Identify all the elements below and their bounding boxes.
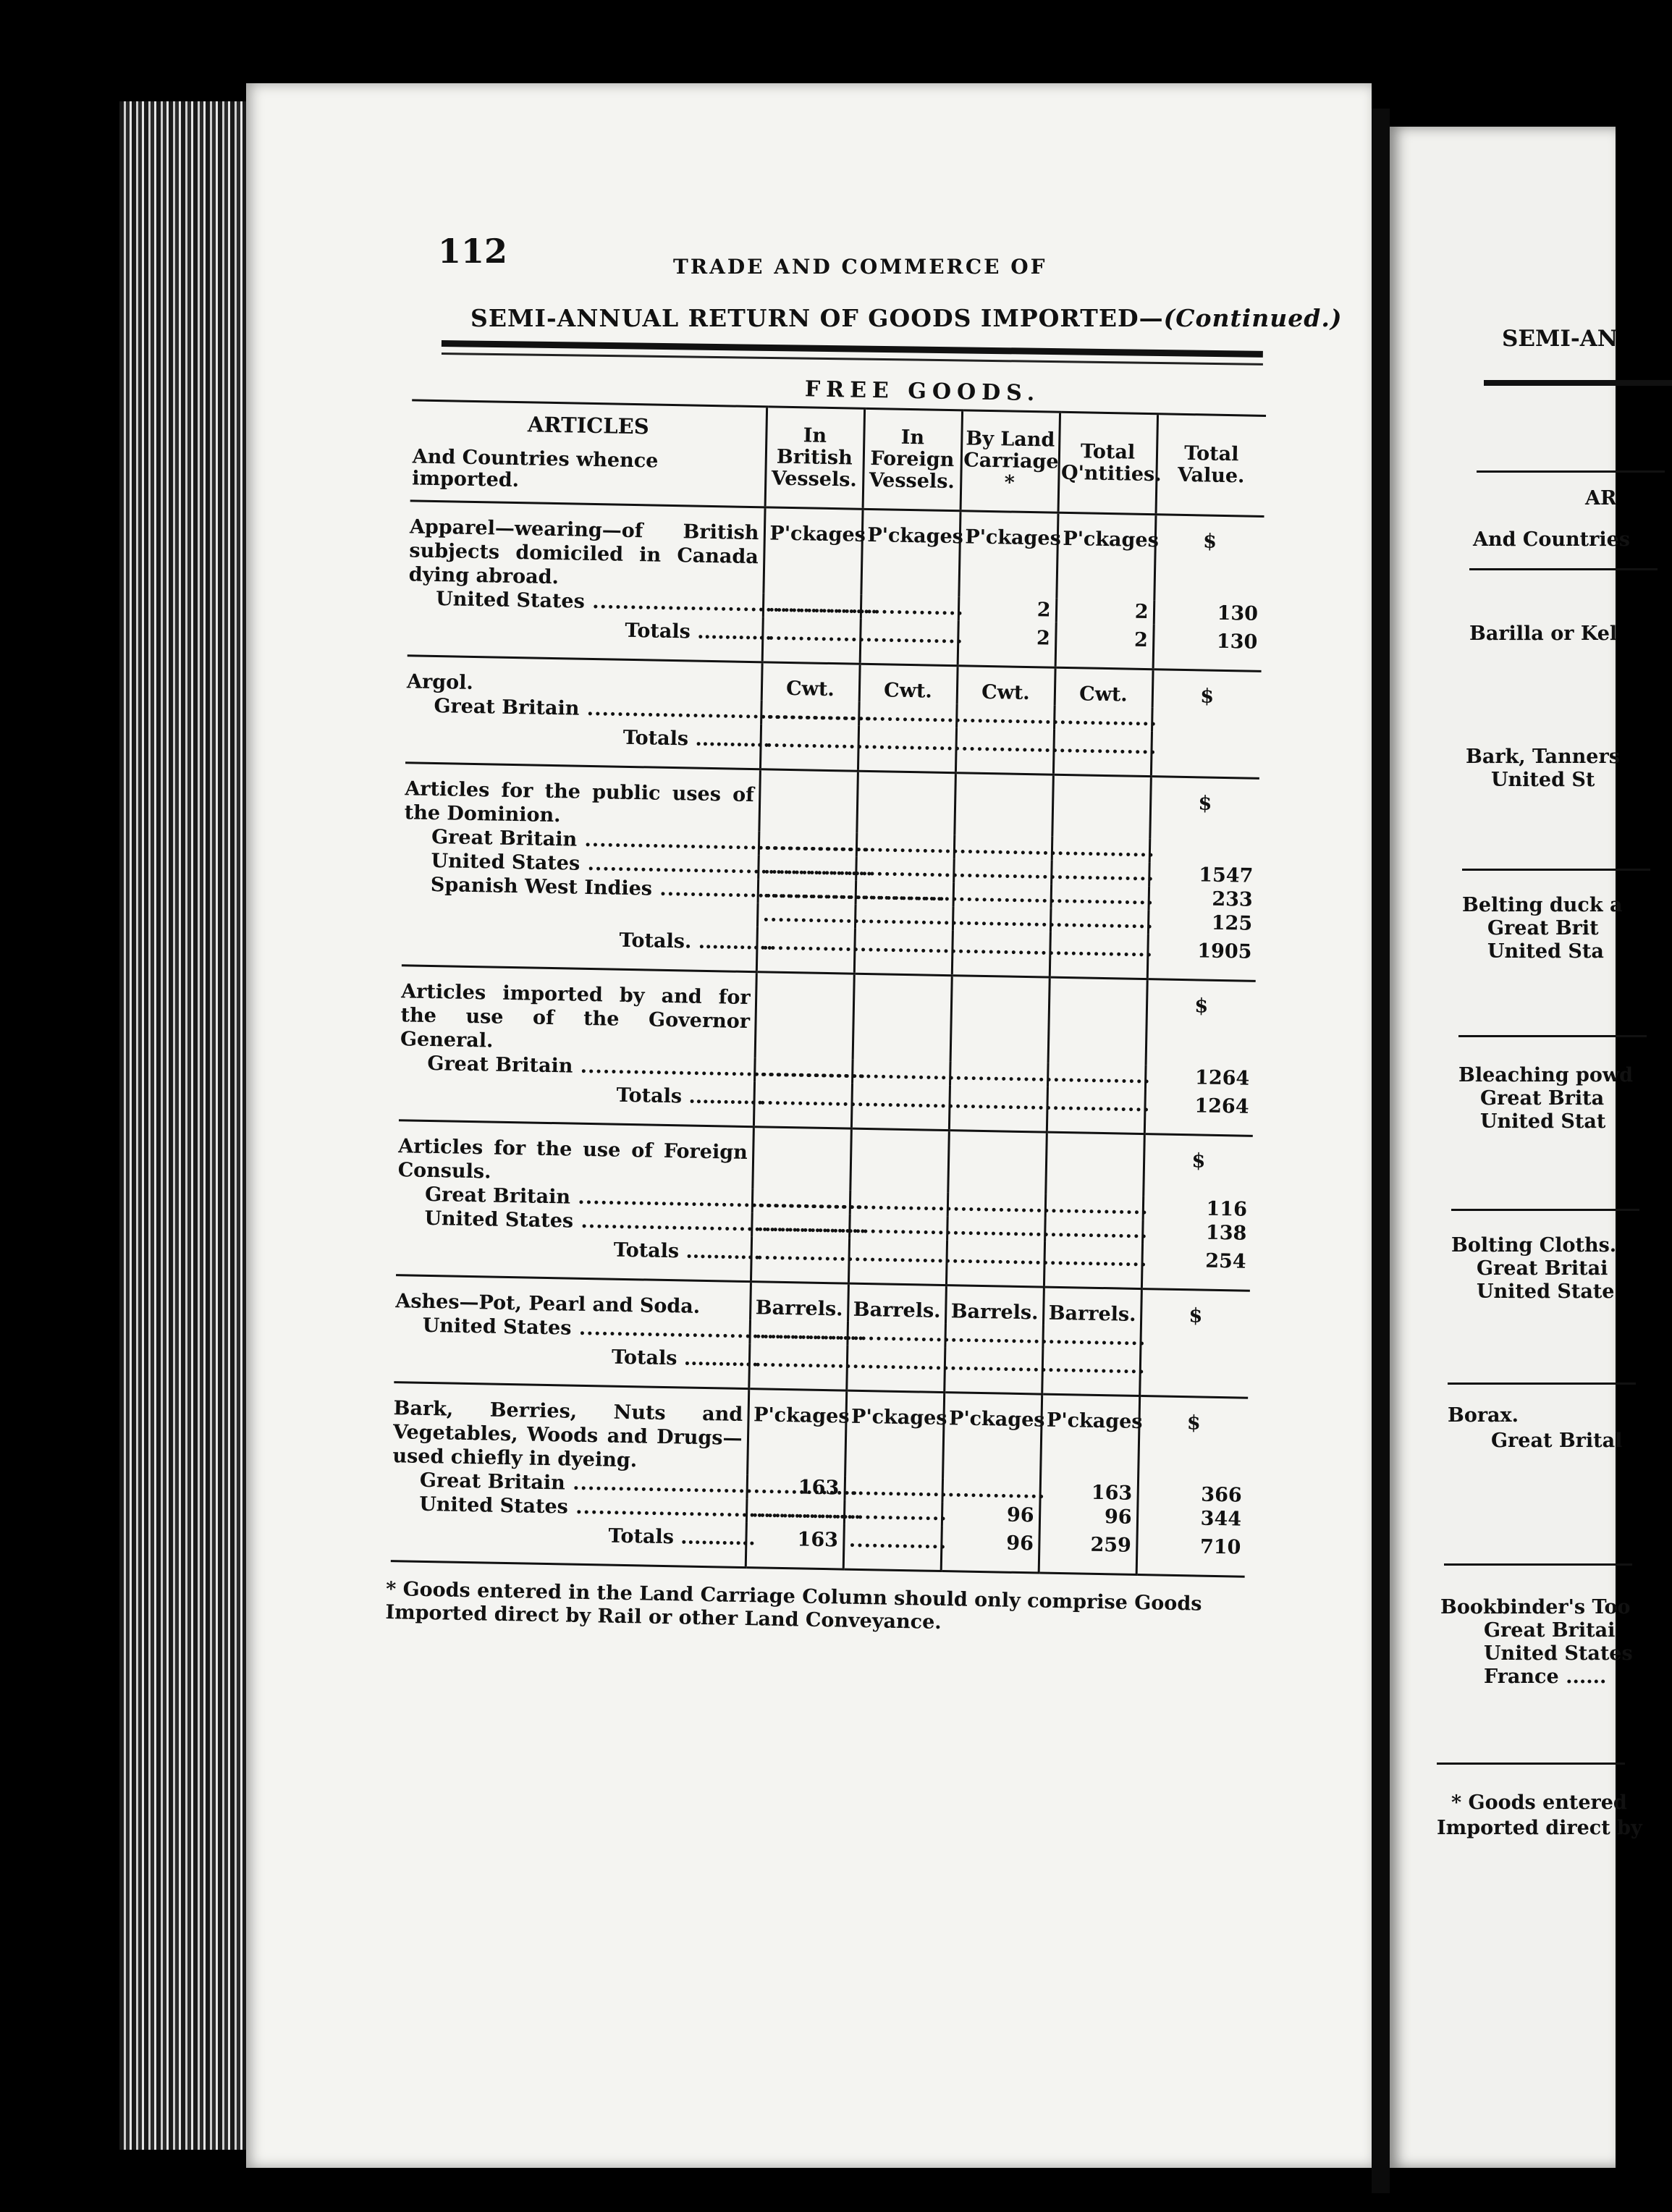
total-value: 1264	[1144, 1089, 1254, 1136]
cell-british	[758, 879, 856, 904]
country-name: Great Britain .....	[397, 1182, 747, 1212]
country-name: United States .....	[408, 586, 758, 617]
unit-label	[755, 972, 854, 1060]
cell-value	[1140, 1327, 1249, 1353]
col-foreign-header: In Foreign Vessels.	[863, 408, 963, 510]
unit-label: Barrels.	[945, 1286, 1044, 1325]
article-title	[395, 1275, 751, 1320]
country-name: United States .....	[392, 1492, 741, 1522]
unit-label: P'ckages	[942, 1393, 1042, 1480]
cell-british	[761, 700, 859, 725]
total-land	[952, 930, 1050, 977]
article-title-text: Articles for the public uses of the Dominion.	[404, 777, 755, 827]
unit-label: Cwt.	[1055, 667, 1153, 707]
total-british	[762, 617, 861, 664]
cell-total-q	[1042, 1325, 1141, 1351]
cell-foreign	[856, 857, 954, 882]
cell-british	[752, 1189, 850, 1214]
cell-british	[751, 1212, 850, 1238]
total-foreign	[843, 1524, 942, 1571]
cell-value: 366	[1137, 1482, 1246, 1508]
unit-label	[954, 773, 1053, 837]
cell-value	[1152, 707, 1261, 733]
unit-label: $	[1146, 979, 1256, 1067]
right-item-7: Bleaching powd	[1458, 1064, 1633, 1086]
right-item-15: Bookbinder's Too	[1440, 1596, 1631, 1618]
country-name: Spanish West Indies .....	[403, 872, 753, 903]
unit-label: $	[1143, 1134, 1253, 1198]
imports-table	[391, 399, 1266, 1577]
totals-cell	[391, 1516, 746, 1567]
unit-label: P'ckages	[763, 507, 862, 595]
total-foreign	[854, 929, 953, 976]
cell-value: 233	[1148, 886, 1257, 912]
cell-foreign	[852, 1060, 950, 1085]
right-rule-4	[1451, 1209, 1639, 1211]
table-body	[391, 501, 1264, 1576]
totals-label: Totals .....	[399, 1079, 748, 1110]
cell-land	[950, 1061, 1048, 1086]
unit-label: $	[1149, 777, 1259, 840]
cell-land	[953, 882, 1052, 908]
cell-total-q	[1044, 1218, 1143, 1244]
free-goods-sheet	[375, 369, 1267, 1640]
cell-value: 344	[1137, 1506, 1246, 1532]
cell-foreign	[847, 1322, 945, 1347]
total-land	[944, 1347, 1042, 1394]
totals-cell	[405, 717, 761, 769]
total-value	[1151, 731, 1260, 778]
total-land: 2	[958, 620, 1056, 667]
unit-label	[752, 1127, 851, 1191]
article-title-text: Argol.	[406, 670, 474, 694]
total-total-q	[1042, 1349, 1140, 1396]
cell-foreign	[856, 833, 955, 858]
cell-foreign	[858, 702, 957, 727]
unit-label: P'ckages	[845, 1390, 944, 1478]
article-group-title-row	[400, 966, 1256, 1067]
cell-foreign	[856, 881, 954, 906]
country-name: Great Britain .....	[404, 824, 753, 855]
total-value: 130	[1153, 624, 1262, 671]
cell-total-q	[1052, 837, 1150, 862]
unit-label: $	[1138, 1396, 1248, 1484]
right-item-14: Great Brital	[1491, 1430, 1623, 1452]
col-land-header: By Land Carriage *	[960, 410, 1060, 512]
totals-label: Totals .....	[408, 615, 757, 645]
country-name: Great Britain .....	[392, 1468, 742, 1498]
unit-label: $	[1152, 670, 1262, 709]
right-header-rule	[1477, 470, 1665, 473]
totals-cell	[402, 920, 757, 971]
cell-total-q	[1050, 908, 1149, 934]
unit-label	[1052, 774, 1151, 838]
right-item-18: France ......	[1484, 1666, 1607, 1688]
total-british	[753, 1081, 852, 1128]
total-total-q	[1044, 1242, 1142, 1289]
cell-value: 1547	[1149, 862, 1258, 888]
cell-foreign	[844, 1500, 942, 1526]
right-item-1: Barilla or Kel	[1469, 622, 1618, 645]
total-british	[751, 1236, 849, 1283]
unit-label	[1048, 977, 1147, 1065]
unit-label	[853, 974, 952, 1061]
col-total-q-header: Total Q'ntities.	[1058, 412, 1158, 514]
total-foreign	[848, 1238, 947, 1286]
cell-value: 125	[1148, 910, 1257, 936]
right-rule-7	[1437, 1763, 1625, 1765]
cell-land	[947, 1192, 1046, 1217]
country-name: Great Britain .....	[400, 1051, 749, 1081]
article-title	[392, 1382, 748, 1474]
totals-label: Totals .....	[396, 1234, 746, 1265]
cell-foreign	[850, 1191, 948, 1216]
right-item-4: Belting duck a	[1462, 894, 1623, 916]
unit-label: P'ckages	[958, 511, 1057, 599]
totals-cell	[399, 1075, 754, 1126]
cell-british	[759, 831, 857, 856]
right-rule-1	[1469, 568, 1658, 570]
right-item-17: United States	[1484, 1642, 1633, 1665]
totals-label: Totals .....	[394, 1341, 744, 1372]
cell-land: 2	[958, 596, 1057, 622]
right-item-2: Bark, Tanners	[1466, 746, 1620, 768]
right-footnote-1: * Goods entered	[1451, 1791, 1627, 1814]
right-item-10: Bolting Cloths.	[1451, 1234, 1617, 1257]
unit-label: Barrels.	[1043, 1287, 1141, 1327]
total-foreign	[860, 619, 958, 666]
col-articles-title: ARTICLES	[527, 412, 650, 439]
cell-value: 116	[1143, 1196, 1252, 1222]
article-title	[407, 656, 762, 700]
unit-label: Cwt.	[957, 666, 1055, 706]
totals-label: Totals .....	[405, 722, 755, 752]
unit-label: P'ckages	[747, 1389, 846, 1477]
total-land	[949, 1085, 1047, 1132]
country-name: United States .....	[394, 1313, 744, 1343]
main-title-suffix: (Continued.)	[1163, 304, 1343, 332]
article-title	[404, 763, 759, 831]
cell-land	[945, 1323, 1043, 1348]
total-british: 163	[746, 1522, 844, 1569]
country-name: United States .....	[403, 848, 753, 879]
section-heading: FREE GOODS.	[804, 376, 1041, 407]
page-number: 112	[438, 232, 508, 271]
total-foreign	[851, 1084, 950, 1131]
total-foreign	[858, 726, 956, 773]
col-british-header: In British Vessels.	[765, 407, 865, 509]
footnote: * Goods entered in the Land Carriage Column should only comprise Goods Imported direct by Rail or other Land Conveyance.	[385, 1577, 1202, 1634]
cell-total-q	[1047, 1063, 1146, 1089]
main-title	[470, 304, 1342, 332]
cell-british	[749, 1320, 848, 1345]
cell-value: 130	[1154, 600, 1263, 626]
cell-land	[953, 858, 1052, 884]
total-value: 710	[1136, 1529, 1246, 1576]
total-british	[760, 724, 858, 771]
article-title-text: Bark, Berries, Nuts and Vegetables, Woods and Drugs—used chiefly in dyeing.	[392, 1397, 743, 1472]
right-item-11: Great Britai	[1477, 1257, 1608, 1280]
cell-british	[757, 903, 856, 928]
totals-cell	[396, 1230, 751, 1281]
total-total-q	[1047, 1087, 1145, 1134]
right-footnote-2: Imported direct by	[1437, 1817, 1642, 1839]
col-articles-subtitle: And Countries whence imported.	[411, 445, 659, 492]
right-item-13: Borax.	[1448, 1404, 1519, 1427]
cell-total-q: 2	[1056, 599, 1154, 624]
unit-label: Barrels.	[848, 1283, 946, 1323]
cell-total-q	[1051, 861, 1149, 886]
unit-label	[850, 1128, 949, 1192]
unit-label: $	[1154, 515, 1264, 602]
article-title	[400, 966, 756, 1058]
cell-total-q	[1045, 1194, 1144, 1220]
book-gutter	[1372, 109, 1390, 2193]
cell-value: 138	[1142, 1220, 1251, 1246]
unit-label: Cwt.	[859, 664, 958, 704]
right-item-8: Great Brita	[1480, 1087, 1605, 1110]
total-land	[946, 1240, 1044, 1287]
unit-label: Cwt.	[761, 662, 860, 702]
country-name: Great Britain .....	[406, 693, 756, 724]
cell-british	[754, 1058, 853, 1083]
right-articles-head: AR	[1585, 487, 1617, 510]
right-item-16: Great Britai	[1484, 1619, 1616, 1642]
unit-label	[1045, 1132, 1144, 1196]
total-british	[748, 1343, 847, 1390]
cell-land	[956, 704, 1055, 729]
unit-label	[947, 1131, 1047, 1194]
right-item-3: United St	[1491, 769, 1595, 791]
total-british	[756, 926, 855, 974]
article-title-text: Ashes—Pot, Pearl and Soda.	[395, 1290, 701, 1318]
total-total-q: 259	[1039, 1528, 1137, 1575]
right-rule-5	[1448, 1382, 1636, 1385]
cell-total-q	[1051, 885, 1149, 910]
right-item-9: United Stat	[1480, 1110, 1606, 1133]
book-edge	[119, 101, 257, 2150]
cell-foreign	[844, 1477, 942, 1502]
main-title-text: SEMI-ANNUAL RETURN OF GOODS IMPORTED—	[470, 304, 1164, 332]
cell-land: 96	[942, 1502, 1040, 1527]
totals-cell	[408, 610, 763, 662]
cell-total-q: 96	[1039, 1504, 1138, 1529]
cell-british	[758, 855, 856, 880]
totals-cell	[394, 1337, 749, 1388]
right-page-title: SEMI-AN	[1502, 326, 1618, 352]
unit-label: $	[1141, 1289, 1250, 1329]
cell-land	[947, 1216, 1045, 1241]
total-value	[1139, 1351, 1249, 1398]
country-name: United States .....	[397, 1206, 746, 1236]
table-header-row	[410, 400, 1266, 517]
unit-label	[950, 976, 1050, 1063]
col-articles-header	[410, 400, 767, 507]
right-rule-2	[1462, 869, 1650, 871]
unit-label: P'ckages	[1040, 1394, 1139, 1482]
unit-label	[856, 771, 955, 835]
article-title-text: Articles for the use of Foreign Consuls.	[397, 1135, 748, 1183]
cell-land	[953, 906, 1051, 932]
total-total-q	[1053, 730, 1152, 777]
cell-foreign	[855, 905, 953, 930]
right-item-6: United Sta	[1487, 940, 1604, 963]
cell-total-q: 163	[1039, 1480, 1138, 1506]
article-title-text: Apparel—wearing—of British subjects domiciled in Canada dying abroad.	[408, 515, 759, 589]
col-total-v-header: Total Value.	[1155, 414, 1266, 517]
total-foreign	[846, 1346, 945, 1393]
cell-foreign	[849, 1215, 947, 1240]
right-item-12: United State	[1477, 1280, 1615, 1303]
running-title: TRADE AND COMMERCE OF	[673, 255, 1047, 279]
right-title-rule	[1484, 380, 1672, 386]
right-rule-3	[1458, 1035, 1647, 1037]
cell-foreign	[861, 595, 959, 620]
right-rule-6	[1444, 1563, 1632, 1566]
cell-british	[746, 1498, 845, 1524]
total-total-q	[1050, 932, 1148, 979]
totals-label: Totals. .....	[402, 924, 751, 955]
article-group-title-row	[392, 1382, 1248, 1484]
cell-value	[1149, 838, 1259, 864]
cell-land	[954, 835, 1052, 860]
article-group-title-row	[408, 501, 1264, 602]
right-item-5: Great Brit	[1487, 917, 1599, 940]
unit-label: P'ckages	[861, 509, 960, 596]
cell-total-q	[1054, 706, 1152, 731]
unit-label: P'ckages	[1056, 512, 1155, 600]
right-articles-sub: And Countries	[1473, 528, 1630, 551]
unit-label: Barrels.	[750, 1282, 848, 1322]
total-total-q: 2	[1055, 622, 1154, 670]
cell-land	[942, 1478, 1040, 1503]
cell-british: 163	[746, 1474, 845, 1500]
total-land	[955, 727, 1054, 774]
total-land: 96	[941, 1526, 1039, 1573]
total-value: 1905	[1147, 934, 1257, 981]
right-page	[1390, 127, 1642, 2168]
unit-label	[759, 769, 858, 833]
total-value: 254	[1141, 1244, 1251, 1291]
article-title	[397, 1120, 753, 1189]
totals-label: Totals .....	[391, 1520, 740, 1550]
cell-british	[763, 593, 861, 618]
article-title-text: Articles imported by and for the use of the Governor General.	[400, 980, 751, 1052]
cell-value: 1264	[1145, 1065, 1254, 1091]
article-title	[408, 501, 764, 593]
